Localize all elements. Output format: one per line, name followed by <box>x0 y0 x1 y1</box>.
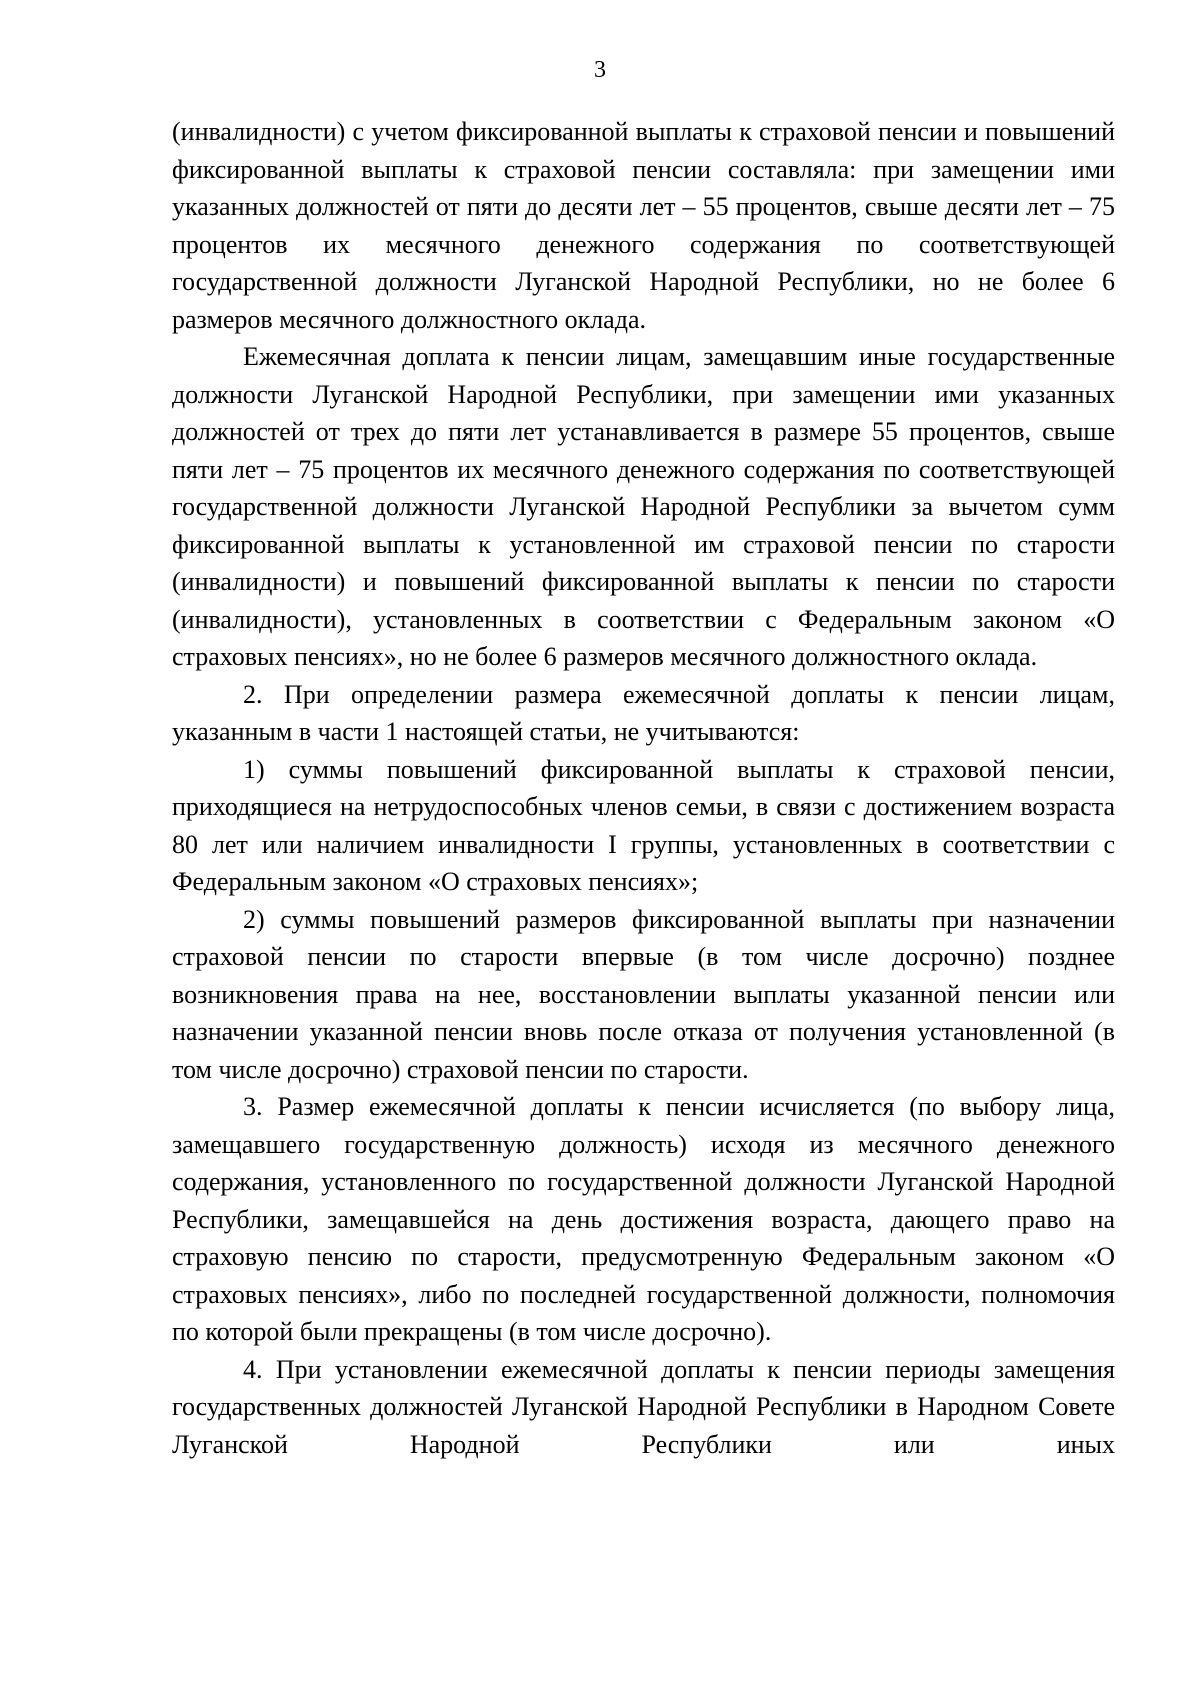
paragraph-item-1: 1) суммы повышений фиксированной выплаты к страховой пенсии, приходящиеся на нетрудоспособных членов семьи, в связи с достижением возраста 80 лет или наличием инвалидности I группы, установленных в соответствии с Федеральным законом «О страховых пенсиях»; <box>172 754 1115 896</box>
paragraph-clause-2: 2. При определении размера ежемесячной доплаты к пенсии лицам, указанным в части 1 настоящей статьи, не учитываются: <box>172 679 1115 746</box>
paragraph-continuation: (инвалидности) с учетом фиксированной выплаты к страховой пенсии и повышений фиксированной выплаты к страховой пенсии составляла: при замещении ими указанных должностей от пяти до десяти лет – 55 процентов, свыше десяти лет – 75 процентов их месячного денежного содержания по соответствующей государственной должности Луганской Народной Республики, но не более 6 размеров месячного должностного оклада. <box>172 117 1115 334</box>
paragraph-clause-3: 3. Размер ежемесячной доплаты к пенсии исчисляется (по выбору лица, замещавшего государственную должность) исходя из месячного денежного содержания, установленного по государственной должности Луганской Народной Республики, замещавшейся на день достижения возраста, дающего право на страховую пенсию по старости, предусмотренную Федеральным законом «О страховых пенсиях», либо по последней государственной должности, полномочия по которой были прекращены (в том числе досрочно). <box>172 1092 1115 1346</box>
paragraph-monthly-supplement: Ежемесячная доплата к пенсии лицам, замещавшим иные государственные должности Луганской Народной Республики, при замещении ими указанных должностей от трех до пяти лет устанавливается в размере 55 процентов, свыше пяти лет – 75 процентов их месячного денежного содержания по соответствующей государственной должности Луганской Народной Республики за вычетом сумм фиксированной выплаты к установленной им страховой пенсии по старости (инвалидности) и повышений фиксированной выплаты к пенсии по старости (инвалидности), установленных в соответствии с Федеральным законом «О страховых пенсиях», но не более 6 размеров месячного должностного оклада. <box>172 342 1115 671</box>
paragraph-item-2: 2) суммы повышений размеров фиксированной выплаты при назначении страховой пенсии по старости впервые (в том числе досрочно) позднее возникновения права на нее, восстановлении выплаты указанной пенсии или назначении указанной пенсии вновь после отказа от получения установленной (в том числе досрочно) страховой пенсии по старости. <box>172 904 1115 1084</box>
paragraph-clause-4: 4. При установлении ежемесячной доплаты к пенсии периоды замещения государственных должностей Луганской Народной Республики в Народном Совете Луганской Народной Республики или иных <box>172 1354 1115 1459</box>
document-body <box>172 113 1115 1463</box>
page-number: 3 <box>594 57 606 83</box>
